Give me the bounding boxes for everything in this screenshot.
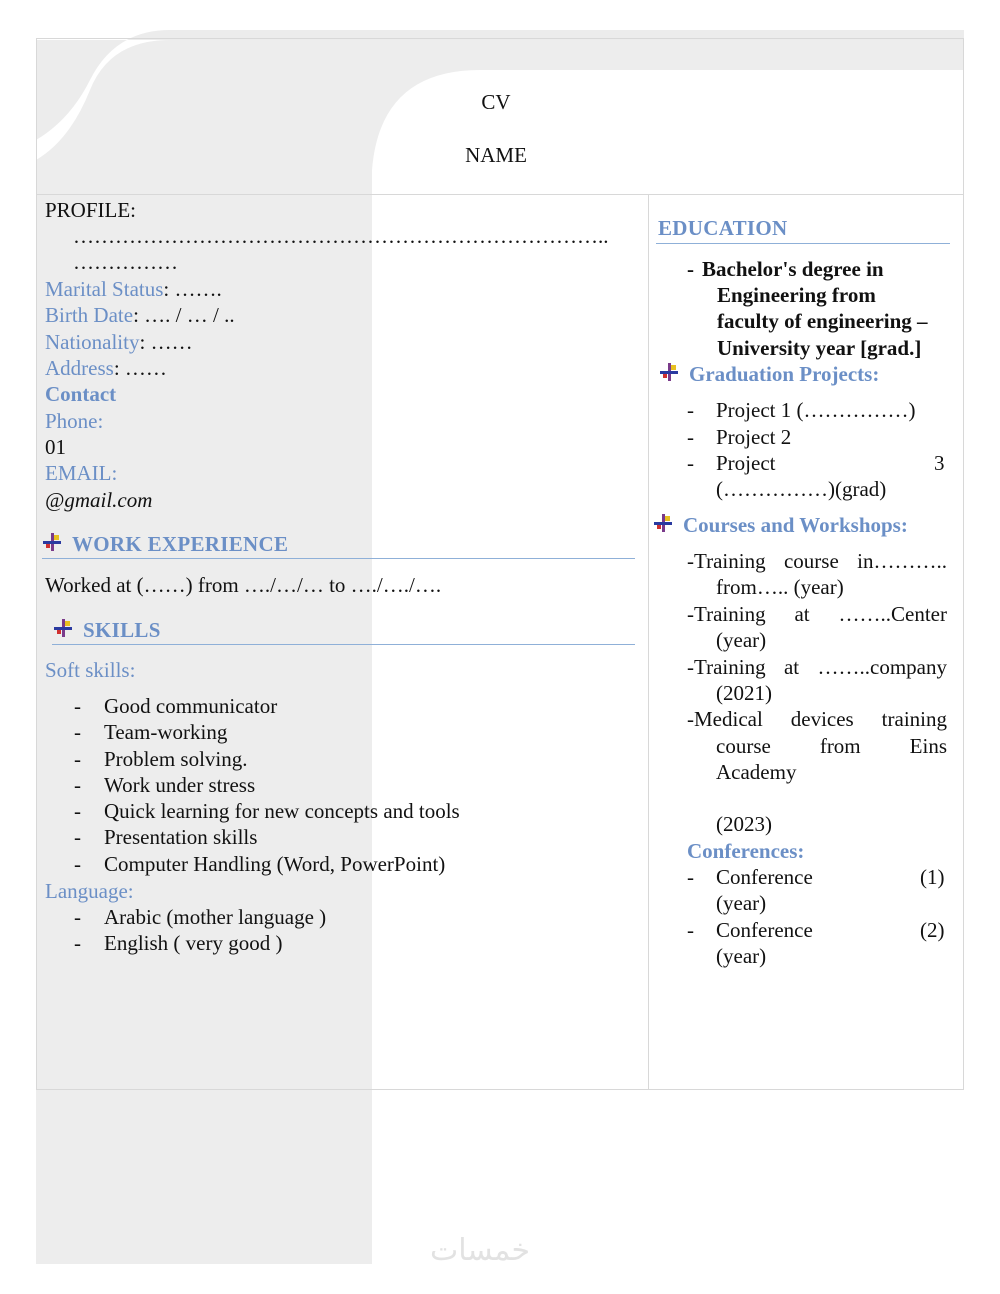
work-experience-line: Worked at (……) from …./…/… to …./…./…. (45, 573, 442, 597)
project-1: Project 1 (……………) (716, 398, 916, 422)
project-2: Project 2 (716, 425, 792, 449)
conferences-title: Conferences: (687, 839, 805, 863)
list-item: - Work under stress (74, 772, 256, 797)
project-3-dash: - (687, 451, 694, 475)
header-divider (36, 194, 964, 195)
course-line-6: (2021) (716, 681, 772, 705)
address-value: : …… (113, 356, 167, 380)
project-3-detail: (……………)(grad) (716, 477, 887, 501)
marital-status-row (45, 276, 222, 302)
list-item: - Presentation skills (74, 825, 258, 850)
address-row (45, 355, 167, 381)
address-label: Address (45, 356, 114, 380)
conference-1-year: (year) (716, 891, 767, 915)
education-rule (656, 243, 950, 244)
list-item: - Team-working (74, 720, 228, 745)
course-line-4: (year) (716, 628, 767, 652)
graduation-projects-title: Graduation Projects: (689, 362, 880, 386)
degree-line-2: Engineering from (717, 283, 876, 307)
marital-status-label: Marital Status (45, 277, 164, 301)
nationality-label: Nationality (45, 330, 140, 354)
watermark-logo: خمسات (430, 1233, 531, 1268)
nationality-value: : …… (139, 330, 193, 354)
birth-date-label: Birth Date (45, 303, 134, 327)
course-line-9: Academy (716, 760, 797, 784)
cross-bullet-icon (653, 513, 673, 533)
nationality-row (45, 329, 193, 355)
project-1-dash: - (687, 398, 694, 422)
contact-title: Contact (45, 382, 117, 406)
degree-line-4: University year [grad.] (717, 336, 922, 360)
conference-1-dash: - (687, 865, 694, 889)
education-title: EDUCATION (658, 216, 788, 240)
language-list (74, 904, 326, 957)
conference-2-dash: - (687, 918, 694, 942)
project-3-number: 3 (934, 451, 945, 475)
cross-bullet-icon (42, 532, 62, 552)
cross-bullet-icon (659, 362, 679, 382)
courses-title: Courses and Workshops: (683, 513, 908, 537)
profile-label: PROFILE: (45, 198, 137, 222)
conference-1: Conference (716, 865, 813, 889)
work-experience-title: WORK EXPERIENCE (72, 532, 289, 556)
course-line-8: course from Eins (716, 734, 947, 758)
list-item: - Computer Handling (Word, PowerPoint) (74, 851, 446, 876)
list-item: - English ( very good ) (74, 931, 283, 956)
work-experience-rule (42, 558, 635, 559)
soft-skills-list (74, 693, 460, 877)
course-line-7: -Medical devices training (687, 707, 947, 731)
birth-date-row (45, 302, 235, 328)
degree-line-3: faculty of engineering – (717, 309, 928, 333)
conference-1-number: (1) (920, 865, 945, 889)
email-value: @gmail.com (45, 488, 153, 512)
birth-date-value: : …. / … / .. (133, 303, 235, 327)
skills-title: SKILLS (83, 618, 161, 642)
cross-bullet-icon (53, 618, 73, 638)
project-2-dash: - (687, 425, 694, 449)
degree-dash: - (687, 257, 694, 281)
course-line-10: (2023) (716, 812, 772, 836)
course-line-1: -Training course in……….. (687, 549, 947, 573)
project-3-label: Project (716, 451, 776, 475)
cv-title: CV (481, 90, 511, 114)
conference-2-year: (year) (716, 944, 767, 968)
list-item: - Quick learning for new concepts and tools (74, 799, 460, 824)
list-item: - Problem solving. (74, 746, 248, 771)
cv-name: NAME (465, 143, 527, 167)
column-divider (648, 195, 649, 1090)
course-line-3: -Training at ……..Center (687, 602, 947, 626)
list-item: - Good communicator (74, 694, 278, 718)
email-label: EMAIL: (45, 461, 118, 485)
phone-value: 01 (45, 435, 66, 459)
conference-2: Conference (716, 918, 813, 942)
phone-label: Phone: (45, 409, 104, 433)
degree-line-1: Bachelor's degree in (702, 257, 884, 281)
cv-header (36, 38, 964, 194)
marital-status-value: : ……. (163, 277, 222, 301)
list-item: - Arabic (mother language ) (74, 905, 327, 929)
conference-2-number: (2) (920, 918, 945, 942)
profile-dots-2: …………… (73, 250, 178, 274)
soft-skills-label: Soft skills: (45, 658, 136, 682)
course-line-5: -Training at ……..company (687, 655, 947, 679)
skills-rule (52, 644, 635, 645)
profile-dots-1: ………………………………………………………………….. (73, 224, 609, 248)
language-label: Language: (45, 879, 134, 903)
course-line-2: from….. (year) (716, 575, 844, 599)
